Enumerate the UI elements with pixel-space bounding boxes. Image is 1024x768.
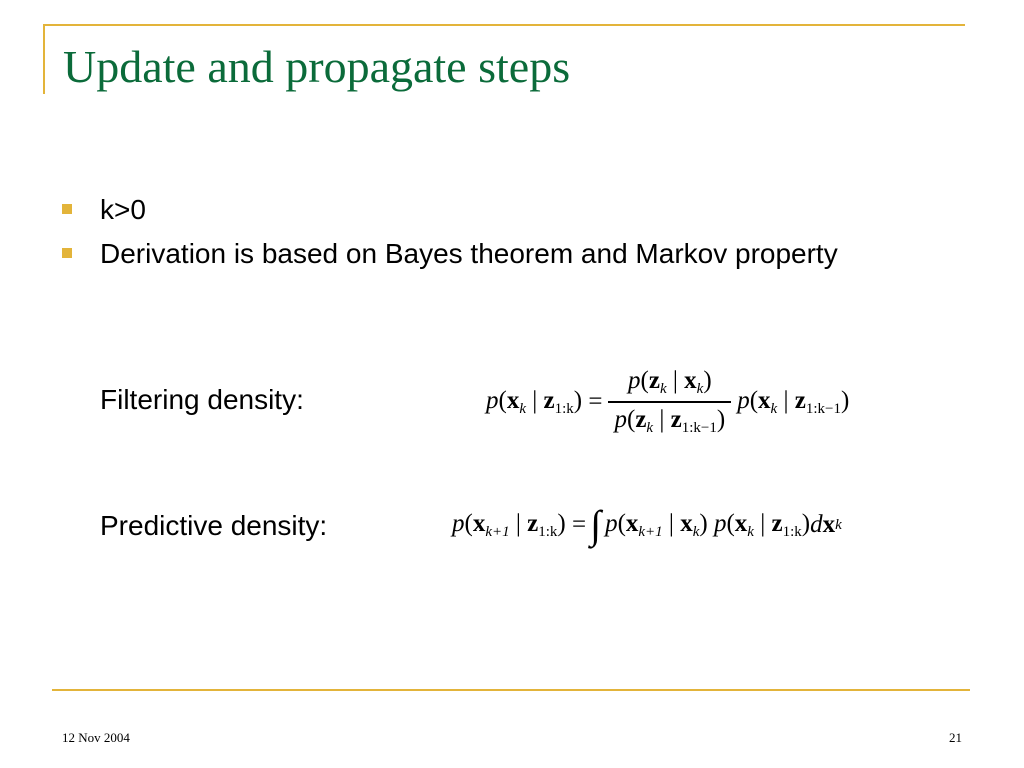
filtering-density-label: Filtering density: [100,384,304,415]
eq-equals: = [571,511,587,538]
footer-date: 12 Nov 2004 [62,730,130,745]
predictive-density-equation: $p(x_{k+1}$ | $z_{1:k}$) = ∫ $p(x_{k+1}$ | $x_k$) $p(x_k$ | $z_{1:k}$) d x k [452,502,842,547]
bullet-square-icon [62,248,72,258]
footer-rule [52,689,970,691]
filtering-density-equation [486,364,849,440]
eq-differential: d [810,511,823,538]
bullet-item [62,190,942,230]
predictive-density-label: Predictive density: [100,510,328,541]
eq-prior: $p(x_k$ | $z_{1:k-1}$) [737,386,850,417]
page-number: 21 [949,730,962,745]
bullet-square-icon [62,204,72,214]
eq-numerator: $p(z_k$ | $x_k$) [628,367,712,398]
eq-lhs: $p(x_{k+1}$ | $z_{1:k}$) [452,509,566,540]
bullet-list [62,190,942,278]
bullet-text: k>0 [100,194,146,225]
frame-top-rule [43,24,965,26]
frame-left-rule [43,24,45,94]
eq-denominator: $p(z_k$ | $z_{1:k-1}$) [614,405,726,436]
eq-equals: = [588,388,603,415]
eq-transition: $p(x_{k+1}$ | $x_k$) [605,509,708,540]
eq-posterior: $p(x_k$ | $z_{1:k}$) [713,509,811,540]
integral-sign-icon: ∫ [590,502,602,547]
bullet-item [62,234,942,274]
eq-fraction [608,367,731,437]
bullet-text: Derivation is based on Bayes theorem and Markov property [100,238,838,269]
slide-title: Update and propagate steps [63,41,571,92]
eq-lhs: $p(x_k$ | $z_{1:k}$) [486,386,583,417]
